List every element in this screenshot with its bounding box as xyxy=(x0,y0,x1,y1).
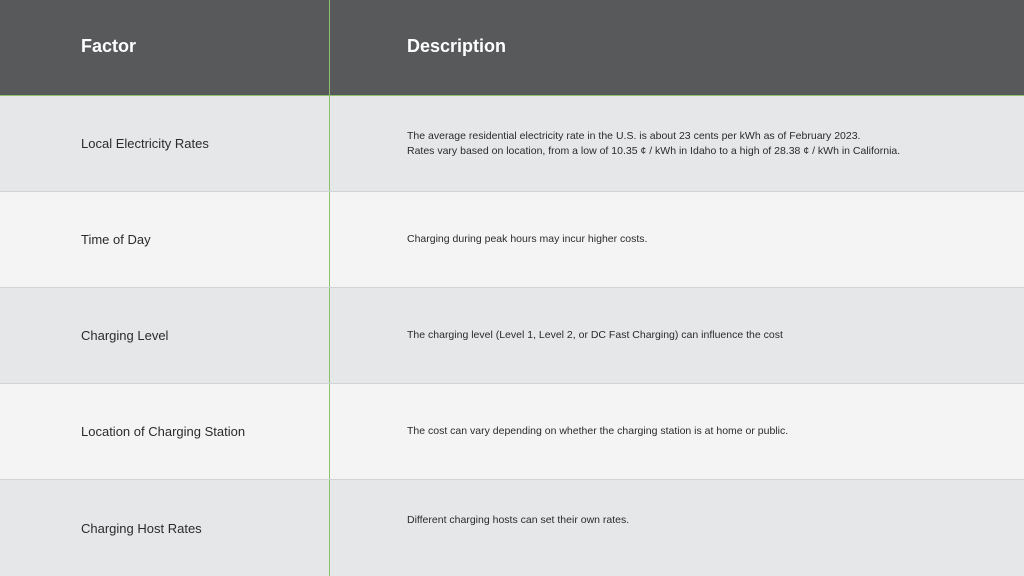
table-row xyxy=(0,96,1024,192)
factor-cell: Time of Day xyxy=(0,192,330,287)
description-line: The average residential electricity rate in the U.S. is about 23 cents per kWh as of February 2023. xyxy=(407,130,861,143)
table-row xyxy=(0,288,1024,384)
table-row xyxy=(0,384,1024,480)
description-cell xyxy=(330,288,1024,383)
description-line: The charging level (Level 1, Level 2, or DC Fast Charging) can influence the cost xyxy=(407,329,783,342)
description-line: The cost can vary depending on whether the charging station is at home or public. xyxy=(407,425,789,438)
description-cell xyxy=(330,384,1024,479)
factor-cell: Location of Charging Station xyxy=(0,384,330,479)
factor-cell: Charging Level xyxy=(0,288,330,383)
column-header-description: Description xyxy=(407,36,507,56)
description-cell xyxy=(330,480,1024,576)
table-header xyxy=(0,0,1024,96)
table-row xyxy=(0,192,1024,288)
description-line: Different charging hosts can set their own rates. xyxy=(407,514,630,526)
factor-cell: Local Electricity Rates xyxy=(0,96,330,191)
description-cell xyxy=(330,192,1024,287)
factor-cell: Charging Host Rates xyxy=(0,480,330,576)
table-row xyxy=(0,480,1024,576)
description-line: Rates vary based on location, from a low of 10.35 ¢ / kWh in Idaho to a high of 28.38 ¢ / kWh in California. xyxy=(407,144,901,157)
column-header-factor: Factor xyxy=(0,0,330,95)
description-line: Charging during peak hours may incur higher costs. xyxy=(407,233,648,246)
description-cell xyxy=(330,96,1024,191)
